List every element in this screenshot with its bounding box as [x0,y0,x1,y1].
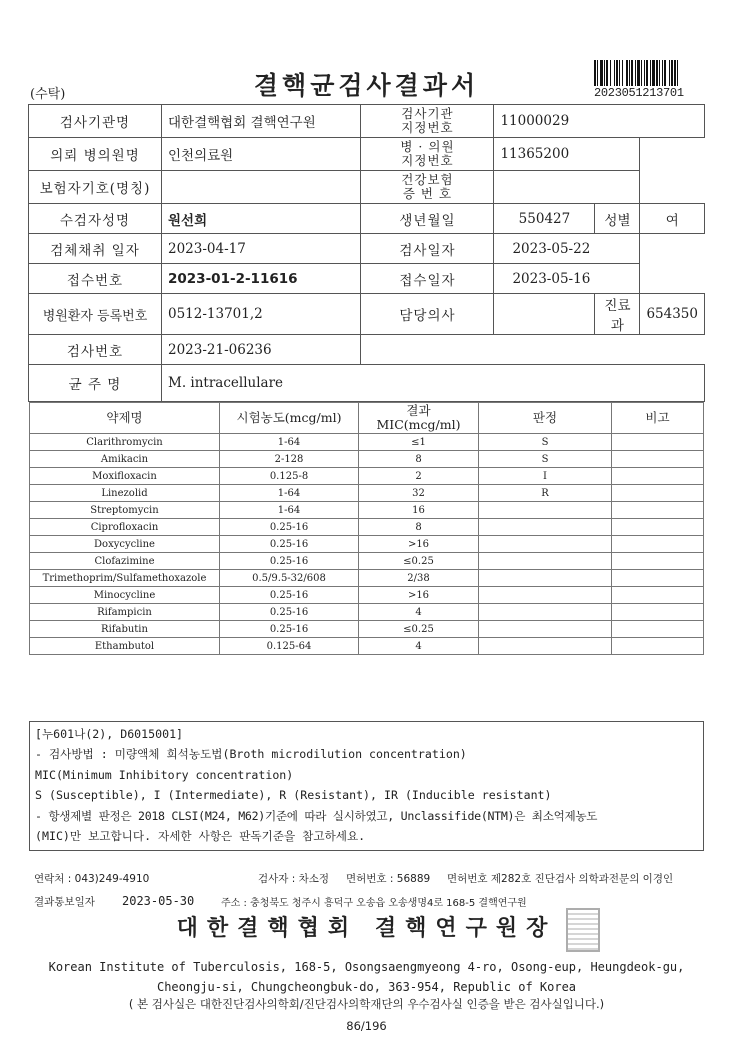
cell-range: 1-64 [220,502,359,519]
tester-license: 면허번호 : 56889 [346,873,431,885]
note-line: S (Susceptible), I (Intermediate), R (Resistant), IR (Inducible resistant) [35,788,552,803]
cell-interp [479,604,612,621]
address-en-2: Cheongju-si, Chungcheongbuk-do, 363-954, Republic of Korea [156,980,577,994]
address: 주소 : 충청북도 청주시 흥덕구 오송읍 오송생명4로 168-5 결핵연구원 [221,898,527,909]
insurer-label: 보험자기호(명칭) [29,171,162,204]
cell-mic: 32 [359,485,479,502]
receipt-date-label: 접수일자 [361,264,494,294]
cell-drug: Trimethoprim/Sulfamethoxazole [30,570,220,587]
exam-no-value: 2023-21-06236 [162,335,361,365]
cell-mic: >16 [359,536,479,553]
dept-value: 654350 [640,294,705,335]
reg-no-value: 0512-13701,2 [162,294,361,335]
cell-mic: 4 [359,638,479,655]
collect-date-value: 2023-04-17 [162,234,361,264]
org-label: 검사기관명 [29,105,162,138]
cell-range: 0.125-8 [220,468,359,485]
patient-info-table [28,104,705,402]
col-drug: 약제명 [30,403,220,434]
hospital-label: 의뢰 병의원명 [29,138,162,171]
cell-note [612,485,704,502]
table-row [30,587,704,604]
cell-drug: Clarithromycin [30,434,220,451]
susceptibility-table [29,402,704,655]
tester: 검사자 : 차소정 [258,873,330,885]
hospital-value: 인천의료원 [162,138,361,171]
cell-drug: Ethambutol [30,638,220,655]
cell-note [612,587,704,604]
report-date-value: 2023-05-30 [122,894,195,908]
official-seal-icon [566,908,600,952]
exam-no-label: 검사번호 [29,335,162,365]
cell-drug: Amikacin [30,451,220,468]
cell-range: 0.125-64 [220,638,359,655]
contact: 연락처 : 043)249-4910 [34,873,150,885]
cell-drug: Rifampicin [30,604,220,621]
hospital-code-value: 11365200 [494,138,640,171]
report-date-label: 결과통보일자 [34,896,95,908]
insurance-no-label: 건강보험 증 번 호 [361,171,494,204]
test-date-label: 검사일자 [361,234,494,264]
test-date-value: 2023-05-22 [494,234,640,264]
col-interp: 판정 [479,403,612,434]
cell-note [612,451,704,468]
table-row [30,638,704,655]
cell-interp: S [479,451,612,468]
document-tag: (수탁) [30,87,66,102]
document-title: 결핵균검사결과서 [253,71,480,100]
note-line: - 항생제별 판정은 2018 CLSI(M24, M62)기준에 따라 실시하였고, Unclassifide(NTM)은 최소억제농도 [35,808,598,823]
organism-value: M. intracellulare [162,365,705,402]
cell-range: 1-64 [220,485,359,502]
cell-drug: Rifabutin [30,621,220,638]
cell-drug: Doxycycline [30,536,220,553]
organism-label: 균 주 명 [29,365,162,402]
note-line: - 검사방법 : 미량액체 희석농도법(Broth microdilution concentration) [35,747,467,762]
cell-interp [479,570,612,587]
insurance-no-value [494,171,640,204]
receipt-no-value: 2023-01-2-11616 [162,264,361,294]
cell-mic: 8 [359,519,479,536]
cell-interp [479,502,612,519]
cell-note [612,638,704,655]
table-row [30,519,704,536]
cell-range: 2-128 [220,451,359,468]
cell-interp [479,587,612,604]
table-row [30,451,704,468]
cell-range: 0.5/9.5-32/608 [220,570,359,587]
hospital-code-label: 병 · 의원 지정번호 [361,138,494,171]
org-code-label: 검사기관 지정번호 [361,105,494,138]
cell-note [612,434,704,451]
cell-mic: ≤0.25 [359,621,479,638]
sex-value: 여 [640,204,705,234]
cell-note [612,553,704,570]
cell-drug: Moxifloxacin [30,468,220,485]
cell-interp [479,553,612,570]
doctor-value [494,294,595,335]
table-row [30,621,704,638]
dob-label: 생년월일 [361,204,494,234]
institute-name: 대한결핵협회 결핵연구원장 [176,916,557,941]
note-line: (MIC)만 보고합니다. 자세한 사항은 판독기준을 참고하세요. [35,829,366,844]
cell-interp [479,519,612,536]
cell-note [612,570,704,587]
cell-drug: Ciprofloxacin [30,519,220,536]
specialist: 면허번호 제282호 진단검사 의학과전문의 이경인 [447,873,674,885]
address-en-1: Korean Institute of Tuberculosis, 168-5, Osongsaengmyeong 4-ro, Osong-eup, Heungdeok-gu, [48,960,685,974]
cell-mic: 16 [359,502,479,519]
cell-note [612,468,704,485]
receipt-no-label: 접수번호 [29,264,162,294]
barcode-number: 2023051213701 [594,86,684,100]
cell-drug: Clofazimine [30,553,220,570]
insurer-value [162,171,361,204]
cell-mic: ≤0.25 [359,553,479,570]
table-row [30,604,704,621]
cell-interp [479,621,612,638]
doctor-label: 담당의사 [361,294,494,335]
cell-interp [479,536,612,553]
cell-range: 0.25-16 [220,621,359,638]
cell-interp: I [479,468,612,485]
table-row [30,553,704,570]
table-row [30,434,704,451]
cell-note [612,502,704,519]
cell-drug: Minocycline [30,587,220,604]
cell-mic: >16 [359,587,479,604]
cell-range: 0.25-16 [220,604,359,621]
notes-box [29,721,704,851]
cell-mic: 4 [359,604,479,621]
receipt-date-value: 2023-05-16 [494,264,640,294]
cell-interp: R [479,485,612,502]
table-row [30,485,704,502]
note-line: [누601나(2), D6015001] [35,727,184,741]
patient-name-label: 수검자성명 [29,204,162,234]
reg-no-label: 병원환자 등록번호 [29,294,162,335]
cell-range: 0.25-16 [220,587,359,604]
cell-drug: Streptomycin [30,502,220,519]
org-code-value: 11000029 [494,105,705,138]
cell-range: 1-64 [220,434,359,451]
cell-note [612,536,704,553]
cell-mic: 8 [359,451,479,468]
cell-drug: Linezolid [30,485,220,502]
org-value: 대한결핵협회 결핵연구원 [162,105,361,138]
table-row [30,468,704,485]
barcode [594,60,722,86]
cell-mic: ≤1 [359,434,479,451]
cell-note [612,621,704,638]
cell-mic: 2 [359,468,479,485]
cell-range: 0.25-16 [220,536,359,553]
cell-range: 0.25-16 [220,553,359,570]
note-line: MIC(Minimum Inhibitory concentration) [35,767,294,782]
col-note: 비고 [612,403,704,434]
dept-label: 진료과 [595,294,640,335]
dob-value: 550427 [494,204,595,234]
sex-label: 성별 [595,204,640,234]
table-row [30,502,704,519]
page-number: 86/196 [346,1019,387,1033]
cell-interp: S [479,434,612,451]
table-row [30,570,704,587]
col-mic: 결과 MIC(mcg/ml) [359,403,479,434]
cell-note [612,519,704,536]
cell-mic: 2/38 [359,570,479,587]
col-range: 시험농도(mcg/ml) [220,403,359,434]
cell-range: 0.25-16 [220,519,359,536]
table-row [30,536,704,553]
collect-date-label: 검체채취 일자 [29,234,162,264]
cell-interp [479,638,612,655]
certification: ( 본 검사실은 대한진단검사의학회/진단검사의학재단의 우수검사실 인증을 받은 검사실입니다.) [128,997,605,1011]
patient-name-value: 원선희 [162,204,361,234]
cell-note [612,604,704,621]
